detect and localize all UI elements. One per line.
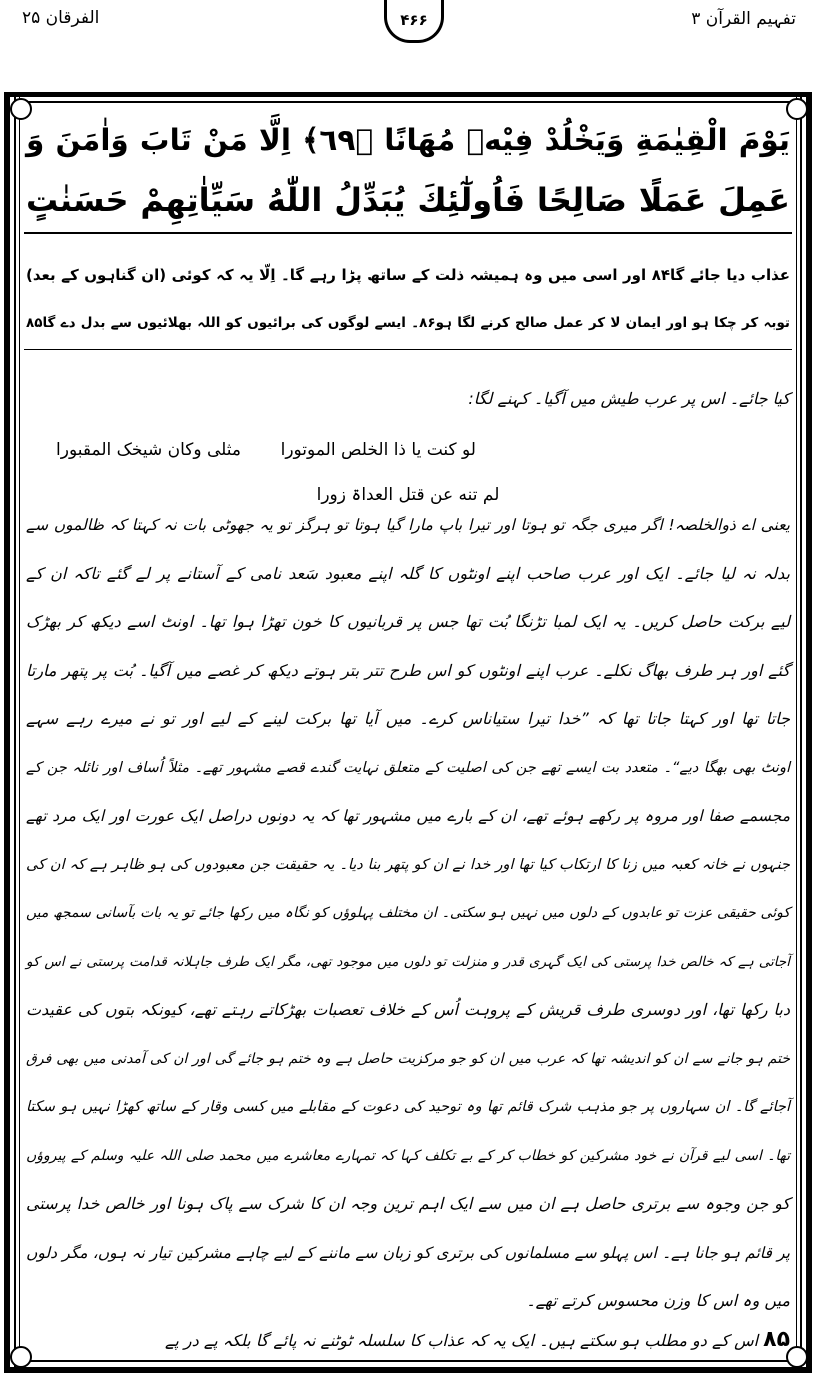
- commentary-line: پر قائم ہو جانا ہے۔ اس پہلو سے مسلمانوں کی برتری کو زبان سے ماننے کے لیے چاہے مشرکین تیار نہ ہوں، مگر دلوں: [26, 1243, 790, 1262]
- frame-top-thick: [4, 92, 812, 97]
- book-title: تفہیم القرآن ۳: [691, 9, 796, 29]
- verse-line: عَمِلَ عَمَلًا صَالِحًا فَاُولٰٓئِكَ يُبَدِّلُ اللّٰهُ سَيِّاٰتِهِمْ حَسَنٰتٍ: [26, 181, 790, 219]
- verse-line: يَوْمَ الْقِيٰمَةِ وَيَخْلُدْ فِيْهٖ مُهَانًا ﴿٦٩﴾ اِلَّا مَنْ تَابَ وَاٰمَنَ وَ: [26, 123, 790, 157]
- frame-left-thick: [4, 92, 10, 1372]
- commentary-line: دبا رکھا تھا، اور دوسری طرف قریش کے پروہت اُس کے خلاف تعصبات بھڑکاتے رہتے تھے، کیونکہ بتوں کی عقیدت: [26, 1000, 790, 1019]
- commentary-line: لیے برکت حاصل کریں۔ یہ ایک لمبا تڑنگا بُت تھا جس پر قربانیوں کا خون تھڑا ہوا تھا۔ اونٹ اسے دیکھ کر بھڑک: [26, 612, 790, 631]
- commentary-line: اونٹ بھی بھگا دیے“۔ متعدد بت ایسے تھے جن کی اصلیت کے متعلق نہایت گندے قصے مشہور تھے۔ مثلاً اُساف اور نائلہ جن کے: [26, 759, 790, 776]
- page-number: ۴۶۶: [400, 11, 428, 29]
- frame-right-thick: [806, 92, 812, 1372]
- frame-right-inner: [796, 92, 797, 1372]
- frame-left-thin: [14, 92, 16, 1372]
- footnote: [26, 1325, 790, 1355]
- commentary-line: آجائے گا۔ ان سہاروں پر جو مذہب شرک قائم تھا وہ توحید کی دعوت کے مقابلے میں کسی وقار کے ساتھ کھڑا نہیں ہو سکتا: [26, 1099, 790, 1115]
- frame-top-thin: [24, 101, 792, 103]
- commentary-line: یعنی اے ذوالخلصہ! اگر میری جگہ تو ہوتا اور تیرا باپ مارا گیا ہوتا تو ہرگز تو یہ جھوٹی بات نہ کہتا کہ ظالموں سے: [26, 516, 790, 534]
- commentary-line: جنہوں نے خانہ کعبہ میں زنا کا ارتکاب کیا تھا اور خدا نے ان کو پتھر بنا دیا۔ یہ حقیقت جن معبودوں کی ہو ظاہر ہے کہ ان کی: [26, 856, 790, 873]
- frame-left-inner: [19, 92, 20, 1372]
- surah-reference: الفرقان ۲۵: [22, 8, 100, 28]
- couplet-second-half: مثلی وکان شیخک المقبورا: [56, 440, 241, 460]
- divider: [24, 349, 792, 350]
- divider: [24, 232, 792, 234]
- translation-line: توبہ کر چکا ہو اور ایمان لا کر عمل صالح کرنے لگا ہو۸۶۔ ایسے لوگوں کی برائیوں کو اللہ بھلائیوں سے بدل دے گا۸۵: [26, 315, 790, 331]
- commentary-line: آجاتی ہے کہ خالص خدا پرستی کی ایک گہری قدر و منزلت تو دلوں میں موجود تھی، مگر ایک طرف جاہلانہ قدامت پرستی نے اس کو: [26, 953, 790, 970]
- footnote-text: اس کے دو مطلب ہو سکتے ہیں۔ ایک یہ کہ عذاب کا سلسلہ ٹوٹنے نہ پائے گا بلکہ پے در پے: [165, 1331, 759, 1350]
- commentary-line: میں وہ اس کا وزن محسوس کرتے تھے۔: [526, 1291, 790, 1310]
- commentary-line: تھا۔ اسی لیے قرآن نے خود مشرکین کو خطاب کر کے بے تکلف کہا کہ تمہارے معاشرے میں محمد صلی اللہ علیہ وسلم کے پیروؤں: [26, 1147, 790, 1164]
- commentary-line: گئے اور ہر طرف بھاگ نکلے۔ عرب اپنے اونٹوں کو اس طرح تتر بتر ہوتے دیکھ کر غصے میں آگیا۔ بُت پر پتھر مارتا: [26, 660, 790, 680]
- page-number-ornament: [384, 0, 444, 43]
- commentary-line: جاتا تھا اور کہتا جاتا تھا کہ ”خدا تیرا ستیاناس کرے۔ میں آیا تھا برکت لینے کے لیے اور تو نے میرے رہے سہے: [26, 709, 791, 728]
- commentary-line: کو جن وجوہ سے برتری حاصل ہے ان میں سے ایک اہم ترین وجہ ان کا شرک سے پاک ہونا اور خالص خدا پرستی: [26, 1194, 790, 1213]
- commentary-line: ختم ہو جانے سے ان کو اندیشہ تھا کہ عرب میں ان کو جو مرکزیت حاصل ہے وہ ختم ہو جائے گی اور ان کی آمدنی میں بھی فرق: [26, 1050, 790, 1067]
- frame-right-thin: [800, 92, 802, 1372]
- commentary-line: بدلہ نہ لیا جائے۔ ایک اور عرب صاحب اپنے اونٹوں کا گلہ اپنے معبود سَعد نامی کے آستانے پر لے گئے تاکہ ان کے: [26, 563, 790, 583]
- commentary-intro: کیا جائے۔ اس پر عرب طیش میں آگیا۔ کہنے لگا:: [468, 389, 790, 408]
- frame-bottom-thick: [4, 1367, 812, 1373]
- commentary-line: مجسمے صفا اور مروہ پر رکھے ہوئے تھے، ان کے بارے میں مشہور تھا کہ یہ دونوں دراصل ایک عورت اور ایک مرد تھے: [26, 807, 790, 825]
- translation-line: عذاب دیا جائے گا۸۴ اور اسی میں وہ ہمیشہ ذلت کے ساتھ پڑا رہے گا۔ اِلّا یہ کہ کوئی (ان گناہوں کے بعد): [26, 266, 790, 284]
- footnote-number: ۸۵: [763, 1327, 790, 1352]
- couplet-last: لم تنه عن قتل العداۃ زورا: [316, 485, 500, 505]
- couplet: [0, 440, 816, 470]
- commentary-line: کوئی حقیقی عزت تو عابدوں کے دلوں میں نہیں ہو سکتی۔ ان مختلف پہلوؤں کو نگاہ میں رکھا جائے تو یہ بات بآسانی سمجھ میں: [26, 905, 790, 921]
- frame-bottom-thin: [24, 1360, 792, 1362]
- couplet-first-half: لو کنت یا ذا الخلص الموتورا: [280, 440, 476, 460]
